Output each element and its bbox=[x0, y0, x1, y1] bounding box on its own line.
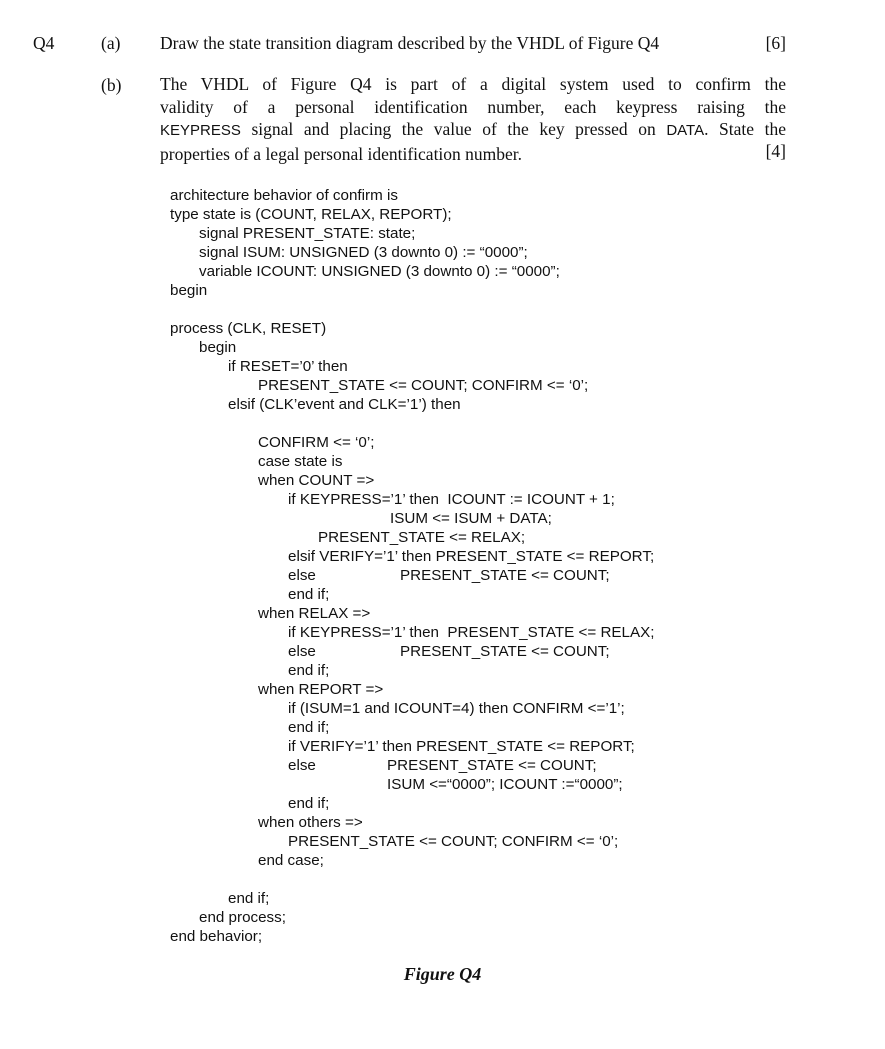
code-line: end if; bbox=[288, 719, 330, 736]
data-signal-term: DATA bbox=[666, 122, 705, 139]
part-b-marks: [4] bbox=[765, 141, 786, 161]
code-line: elsif (CLK’event and CLK=’1’) then bbox=[228, 396, 461, 413]
part-b-label: (b) bbox=[101, 75, 122, 95]
code-line: case state is bbox=[258, 453, 343, 470]
code-line: else bbox=[288, 567, 316, 584]
figure-caption: Figure Q4 bbox=[403, 964, 482, 984]
code-line: end if; bbox=[228, 890, 270, 907]
code-line: PRESENT_STATE <= COUNT; bbox=[400, 643, 610, 660]
code-line: architecture behavior of confirm is bbox=[170, 187, 398, 204]
code-line: end behavior; bbox=[170, 928, 263, 945]
code-line: if KEYPRESS=’1’ then ICOUNT := ICOUNT + 1; bbox=[288, 491, 615, 508]
part-a-text: Draw the state transition diagram described by the VHDL of Figure Q4 bbox=[160, 33, 660, 53]
code-line: when COUNT => bbox=[258, 472, 375, 489]
code-line: if RESET=’0’ then bbox=[228, 358, 348, 375]
code-line: when RELAX => bbox=[258, 605, 371, 622]
code-line: when others => bbox=[258, 814, 363, 831]
code-line: begin bbox=[170, 282, 208, 299]
code-line: type state is (COUNT, RELAX, REPORT); bbox=[170, 206, 452, 223]
code-line: signal ISUM: UNSIGNED (3 downto 0) := “0000”; bbox=[199, 244, 528, 261]
code-line: end if; bbox=[288, 662, 330, 679]
code-line: ISUM <= ISUM + DATA; bbox=[390, 510, 552, 527]
code-line: else bbox=[288, 643, 316, 660]
part-b-line: validity of a personal identification number, each keypress raising the bbox=[160, 96, 786, 117]
code-line: PRESENT_STATE <= COUNT; bbox=[400, 567, 610, 584]
code-line: PRESENT_STATE <= COUNT; bbox=[387, 757, 597, 774]
code-line: signal PRESENT_STATE: state; bbox=[199, 225, 416, 242]
code-line: else bbox=[288, 757, 316, 774]
code-line: end case; bbox=[258, 852, 324, 869]
code-line: if (ISUM=1 and ICOUNT=4) then CONFIRM <=’1’; bbox=[288, 700, 625, 717]
code-line: when REPORT => bbox=[258, 681, 384, 698]
code-line: end if; bbox=[288, 586, 330, 603]
code-line: end if; bbox=[288, 795, 330, 812]
code-line: PRESENT_STATE <= COUNT; CONFIRM <= ‘0’; bbox=[288, 833, 619, 850]
code-line: PRESENT_STATE <= RELAX; bbox=[318, 529, 526, 546]
code-line: if KEYPRESS=’1’ then PRESENT_STATE <= RELAX; bbox=[288, 624, 655, 641]
part-a-marks: [6] bbox=[765, 33, 786, 53]
part-b-text bbox=[160, 73, 786, 165]
part-a-label: (a) bbox=[101, 33, 121, 53]
keypress-signal-term: KEYPRESS bbox=[160, 122, 241, 139]
code-line: CONFIRM <= ‘0’; bbox=[258, 434, 375, 451]
code-line: ISUM <=“0000”; ICOUNT :=“0000”; bbox=[387, 776, 623, 793]
code-line: end process; bbox=[199, 909, 286, 926]
part-b-line: properties of a legal personal identification number. bbox=[160, 143, 523, 164]
part-b-line: The VHDL of Figure Q4 is part of a digital system used to confirm the bbox=[160, 74, 786, 94]
code-line: variable ICOUNT: UNSIGNED (3 downto 0) := “0000”; bbox=[199, 263, 560, 280]
code-line: if VERIFY=’1’ then PRESENT_STATE <= REPORT; bbox=[288, 738, 635, 755]
part-b-line: KEYPRESS signal and placing the value of the key pressed on DATA. State the bbox=[160, 119, 786, 139]
code-line: process (CLK, RESET) bbox=[170, 320, 327, 337]
code-line: begin bbox=[199, 339, 237, 356]
question-number: Q4 bbox=[33, 33, 55, 53]
code-line: PRESENT_STATE <= COUNT; CONFIRM <= ‘0’; bbox=[258, 377, 589, 394]
code-line: elsif VERIFY=’1’ then PRESENT_STATE <= REPORT; bbox=[288, 548, 655, 565]
